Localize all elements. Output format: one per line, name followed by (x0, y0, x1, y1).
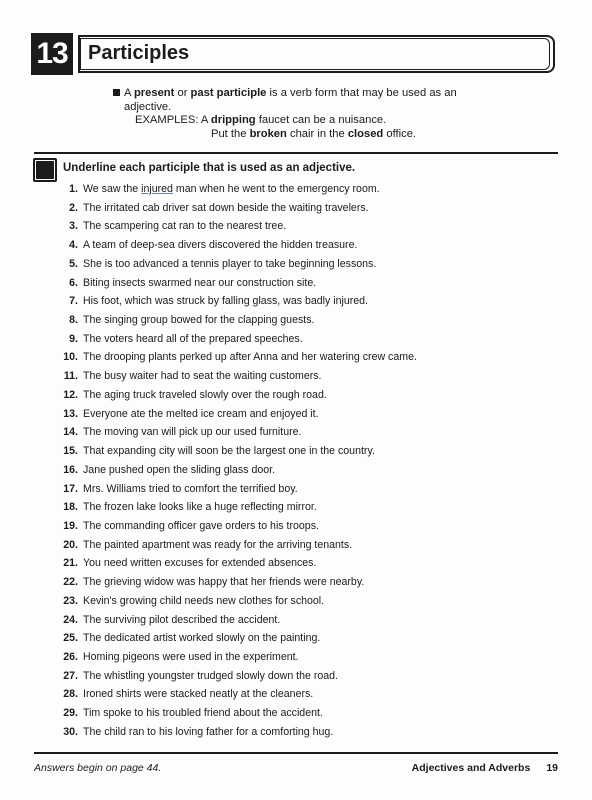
exercise-item (44, 255, 544, 274)
exercise-item (44, 292, 544, 311)
rule-text: or (174, 87, 191, 99)
footer-divider (34, 752, 558, 754)
exercise-item (44, 517, 544, 536)
item-number: 15. (63, 445, 78, 458)
item-number: 17. (63, 482, 78, 495)
exercise-item (44, 554, 544, 573)
example-text: Put the (211, 127, 250, 140)
exercise-marker-icon (33, 158, 57, 182)
item-text: The child ran to his loving father for a comforting hug. (83, 725, 334, 738)
item-text: The irritated cab driver sat down beside the waiting travelers. (83, 201, 369, 214)
item-text: The moving van will pick up our used furniture. (83, 426, 302, 439)
rule-text: is a verb form that may be used as an (266, 87, 457, 99)
item-number: 7. (69, 295, 78, 308)
rule-line-2: adjective. (124, 100, 172, 113)
item-number: 8. (69, 314, 78, 327)
example-line-2 (113, 128, 493, 142)
item-number: 14. (63, 426, 78, 439)
item-number: 19. (63, 519, 78, 532)
exercise-item (44, 367, 544, 386)
example-participle: dripping (210, 114, 256, 126)
exercise-item (44, 217, 544, 236)
rule-text: A (124, 87, 134, 99)
item-text: His foot, which was struck by falling glass, was badly injured. (83, 295, 368, 308)
exercise-item (44, 480, 544, 499)
answers-note: Answers begin on page 44. (34, 762, 162, 774)
item-text: Ironed shirts were stacked neatly at the cleaners. (83, 688, 314, 701)
exercise-item (44, 199, 544, 218)
exercise-item (44, 629, 544, 648)
item-number: 10. (63, 351, 78, 364)
item-text: Kevin's growing child needs new clothes for school. (83, 594, 325, 607)
item-text: She is too advanced a tennis player to take beginning lessons. (83, 257, 377, 270)
item-number: 21. (63, 557, 78, 570)
item-text: Biting insects swarmed near our construction site. (83, 276, 317, 289)
exercise-item (44, 461, 544, 480)
square-bullet-icon (113, 89, 120, 96)
underlined-participle: injured (141, 183, 173, 195)
item-text: man when he went to the emergency room. (172, 183, 380, 195)
item-number: 12. (63, 388, 78, 401)
exercise-item (44, 180, 544, 199)
item-text: The singing group bowed for the clapping guests. (83, 314, 315, 327)
section-divider (34, 152, 558, 154)
item-number: 5. (69, 257, 78, 270)
item-number: 4. (69, 239, 78, 252)
exercise-item (44, 274, 544, 293)
item-number: 30. (63, 725, 78, 738)
exercise-item (44, 611, 544, 630)
item-text: The whistling youngster trudged slowly down the road. (83, 669, 338, 682)
item-number: 2. (69, 201, 78, 214)
item-text: The frozen lake looks like a huge reflecting mirror. (83, 501, 317, 514)
item-number: 11. (63, 370, 78, 383)
exercise-item (44, 536, 544, 555)
item-number: 20. (63, 538, 78, 551)
exercise-item (44, 348, 544, 367)
exercise-item (44, 667, 544, 686)
item-number: 1. (69, 183, 78, 195)
item-text: Tim spoke to his troubled friend about the accident. (83, 707, 323, 720)
item-text: The grieving widow was happy that her friends were nearby. (83, 576, 365, 589)
item-number: 9. (69, 332, 78, 345)
exercise-item (44, 423, 544, 442)
rule-term-present: present (133, 87, 175, 99)
example-text: chair in the (286, 127, 348, 140)
item-number: 13. (63, 407, 78, 420)
unit-name: Adjectives and Adverbs (411, 762, 531, 774)
item-number: 27. (63, 669, 78, 682)
page-number: 19 (546, 762, 558, 774)
lesson-title: Participles (88, 42, 190, 64)
examples-label: EXAMPLES: A (135, 114, 211, 126)
exercise-item (44, 330, 544, 349)
rule-term-past: past participle (190, 87, 267, 99)
example-participle: broken (249, 127, 287, 140)
exercise-instructions: Underline each participle that is used as an adjective. (63, 162, 356, 174)
item-number: 6. (69, 276, 78, 289)
item-text: Everyone ate the melted ice cream and enjoyed it. (83, 407, 319, 420)
item-text: The drooping plants perked up after Anna and her watering crew came. (83, 351, 417, 364)
item-number: 18. (63, 501, 78, 514)
item-number: 22. (63, 576, 78, 589)
item-text: Homing pigeons were used in the experiment. (83, 650, 299, 663)
exercise-item (44, 236, 544, 255)
item-text: The surviving pilot described the accident. (83, 613, 281, 626)
rule-box (113, 87, 493, 141)
example-text: office. (383, 127, 417, 140)
exercise-item (44, 704, 544, 723)
item-number: 25. (63, 632, 78, 645)
exercise-item (44, 498, 544, 517)
example-text: faucet can be a nuisance. (255, 114, 387, 126)
item-number: 16. (63, 463, 78, 476)
example-line-1 (113, 114, 493, 128)
item-number: 29. (63, 707, 78, 720)
item-number: 26. (63, 650, 78, 663)
item-text: Mrs. Williams tried to comfort the terrified boy. (83, 482, 298, 495)
exercise-item (44, 311, 544, 330)
exercise-item (44, 648, 544, 667)
item-text: We saw the (83, 183, 142, 195)
exercise-item (44, 442, 544, 461)
lesson-number-badge (29, 31, 75, 77)
item-text: That expanding city will soon be the largest one in the country. (83, 445, 375, 458)
item-text: The voters heard all of the prepared speeches. (83, 332, 303, 345)
exercise-item (44, 592, 544, 611)
item-number: 28. (63, 688, 78, 701)
item-text: A team of deep-sea divers discovered the hidden treasure. (83, 239, 358, 252)
item-number: 3. (69, 220, 78, 233)
lesson-number: 13 (36, 37, 68, 70)
item-text: You need written excuses for extended absences. (83, 557, 317, 570)
item-text: The painted apartment was ready for the arriving tenants. (83, 538, 353, 551)
example-participle: closed (347, 127, 384, 140)
item-number: 24. (63, 613, 78, 626)
exercise-item (44, 405, 544, 424)
exercise-item (44, 573, 544, 592)
item-text: Jane pushed open the sliding glass door. (83, 463, 276, 476)
item-text: The commanding officer gave orders to his troops. (83, 519, 319, 532)
exercise-item (44, 685, 544, 704)
item-text: The aging truck traveled slowly over the rough road. (83, 388, 327, 401)
exercise-item (44, 723, 544, 742)
footer-unit (412, 762, 558, 774)
item-text: The busy waiter had to seat the waiting customers. (83, 370, 322, 383)
exercise-list (44, 180, 544, 742)
item-text: The dedicated artist worked slowly on the painting. (83, 632, 321, 645)
item-number: 23. (63, 594, 78, 607)
rule-line-1 (113, 87, 493, 101)
item-text: The scampering cat ran to the nearest tree. (83, 220, 287, 233)
exercise-item (44, 386, 544, 405)
